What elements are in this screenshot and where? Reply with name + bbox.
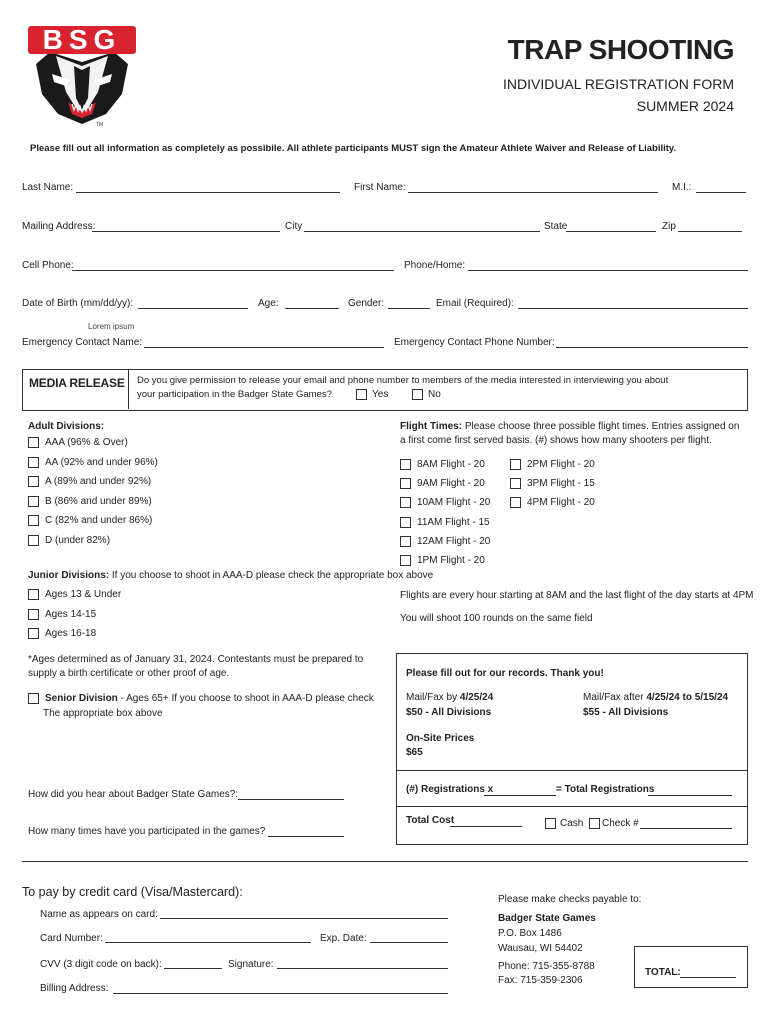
payment-heading: To pay by credit card (Visa/Mastercard): (22, 885, 243, 899)
gender-field[interactable] (388, 308, 430, 309)
adult-option[interactable]: AA (92% and under 96%) (28, 457, 158, 477)
instructions: Please fill out all information as completely as possibile. All athlete participants MUST sign the Amateur Athlete Waiver and Release of Liability. (30, 143, 677, 154)
flight-list-col1 (400, 459, 490, 574)
early-date: 4/25/24 (459, 692, 494, 703)
total-field[interactable] (680, 977, 736, 978)
email-field[interactable] (518, 308, 748, 309)
adult-divisions-heading: Adult Divisions: (28, 421, 105, 432)
form-title: TRAP SHOOTING (507, 34, 734, 65)
total-registrations-field[interactable] (648, 795, 732, 796)
flight-option[interactable]: 12AM Flight - 20 (400, 536, 490, 555)
flight-checkbox[interactable] (510, 459, 521, 470)
senior-division-note-2: The appropriate box above (43, 708, 163, 719)
cash-label: Cash (560, 818, 584, 829)
name-on-card-field[interactable] (160, 918, 448, 919)
flight-times-heading: Flight Times: (400, 421, 463, 432)
billing-address-field[interactable] (113, 993, 448, 994)
cell-phone-label: Cell Phone: (22, 260, 74, 271)
emergency-name-field[interactable] (144, 347, 384, 348)
lorem-text: Lorem ipsum (88, 322, 135, 331)
checks-fax: Fax: 715-359-2306 (498, 975, 583, 986)
junior-checkbox[interactable] (28, 628, 39, 639)
junior-divisions-note: If you choose to shoot in AAA-D please check the appropriate box above (111, 570, 434, 581)
junior-option[interactable]: Ages 16-18 (28, 628, 121, 648)
junior-divisions-list (28, 589, 121, 648)
flight-option[interactable]: 3PM Flight - 15 (510, 478, 595, 497)
junior-divisions-heading-row (28, 570, 433, 581)
adult-checkbox[interactable] (28, 515, 39, 526)
junior-checkbox[interactable] (28, 609, 39, 620)
billing-address-label: Billing Address: (40, 983, 109, 994)
records-divider (396, 770, 747, 771)
age-note-1: *Ages determined as of January 31, 2024. Contestants must be prepared to (28, 654, 364, 665)
form-season: SUMMER 2024 (636, 98, 734, 114)
late-price: $55 - All Divisions (583, 707, 669, 718)
adult-checkbox[interactable] (28, 535, 39, 546)
flight-checkbox[interactable] (400, 536, 411, 547)
senior-checkbox[interactable] (28, 693, 39, 704)
age-field[interactable] (285, 308, 339, 309)
late-price-row: Mail/Fax after 4/25/24 to 5/15/24 (583, 692, 729, 703)
total-registrations-label: = Total Registrations (556, 784, 655, 795)
gender-label: Gender: (348, 298, 385, 309)
adult-option[interactable]: A (89% and under 92%) (28, 476, 158, 496)
mailing-address-label: Mailing Address: (22, 221, 96, 232)
records-divider-2 (396, 806, 747, 807)
flight-list-col2 (510, 459, 595, 517)
flight-checkbox[interactable] (400, 555, 411, 566)
media-no-checkbox[interactable] (412, 389, 423, 400)
flight-option[interactable]: 11AM Flight - 15 (400, 517, 490, 536)
adult-checkbox[interactable] (28, 476, 39, 487)
dob-label: Date of Birth (mm/dd/yy): (22, 298, 134, 309)
onsite-price: $65 (406, 747, 423, 758)
phone-home-field[interactable] (468, 270, 748, 271)
exp-date-field[interactable] (370, 942, 448, 943)
exp-date-label: Exp. Date: (320, 933, 367, 944)
total-label: TOTAL: (645, 967, 681, 978)
name-on-card-label: Name as appears on card: (40, 909, 158, 920)
heard-answer-field[interactable] (238, 799, 344, 800)
last-name-label: Last Name: (22, 182, 74, 193)
media-release-question-2: your participation in the Badger State Games? (137, 389, 332, 400)
adult-checkbox[interactable] (28, 457, 39, 468)
cvv-label: CVV (3 digit code on back): (40, 959, 162, 970)
flight-option[interactable]: 9AM Flight - 20 (400, 478, 490, 497)
flight-note-2: You will shoot 100 rounds on the same field (400, 613, 593, 624)
last-name-field[interactable] (76, 192, 340, 193)
flight-option[interactable]: 1PM Flight - 20 (400, 555, 490, 574)
emergency-phone-field[interactable] (556, 347, 748, 348)
onsite-label: On-Site Prices (406, 733, 475, 744)
emergency-name-label: Emergency Contact Name: (22, 337, 143, 348)
flight-times-desc-2: a first come first served basis. (#) shows how many shooters per flight. (400, 435, 712, 446)
first-name-label: First Name: (354, 182, 406, 193)
card-number-field[interactable] (105, 942, 311, 943)
flight-times-heading-row (400, 421, 739, 432)
check-number-field[interactable] (640, 828, 732, 829)
adult-option[interactable]: B (86% and under 89%) (28, 496, 158, 516)
junior-checkbox[interactable] (28, 589, 39, 600)
adult-checkbox[interactable] (28, 496, 39, 507)
cvv-field[interactable] (164, 968, 222, 969)
state-label: State (544, 221, 568, 232)
senior-division-row[interactable] (28, 693, 374, 704)
adult-option[interactable]: D (under 82%) (28, 535, 158, 555)
cell-phone-field[interactable] (72, 270, 394, 271)
mi-label: M.I.: (672, 182, 692, 193)
checks-org: Badger State Games (498, 913, 596, 924)
card-number-label: Card Number: (40, 933, 103, 944)
flight-option[interactable]: 4PM Flight - 20 (510, 497, 595, 516)
phone-home-label: Phone/Home: (404, 260, 466, 271)
city-field[interactable] (304, 231, 540, 232)
total-cost-field[interactable] (450, 826, 522, 827)
bsg-logo (26, 22, 138, 132)
flight-checkbox[interactable] (510, 478, 521, 489)
flight-times-desc-1: Please choose three possible flight times. Entries assigned on (464, 421, 740, 432)
zip-field[interactable] (678, 231, 742, 232)
flight-note-1: Flights are every hour starting at 8AM and the last flight of the day starts at 4PM (400, 590, 754, 601)
email-label: Email (Required): (436, 298, 514, 309)
city-label: City (285, 221, 303, 232)
checks-heading: Please make checks payable to: (498, 894, 642, 905)
section-divider (22, 861, 748, 862)
checks-city: Wausau, WI 54402 (498, 943, 583, 954)
flight-checkbox[interactable] (510, 497, 521, 508)
signature-field[interactable] (277, 968, 448, 969)
checks-phone: Phone: 715-355-8788 (498, 961, 595, 972)
junior-divisions-heading: Junior Divisions: (28, 570, 110, 581)
times-question: How many times have you participated in the games? (28, 826, 266, 837)
check-label: Check # (602, 818, 639, 829)
media-release-question-1: Do you give permission to release your email and phone number to members of the media interested in interviewing you about (137, 375, 669, 386)
signature-label: Signature: (228, 959, 274, 970)
mailing-address-field[interactable] (92, 231, 280, 232)
cash-checkbox[interactable] (545, 818, 556, 829)
registrations-label: (#) Registrations x (406, 784, 494, 795)
early-price: $50 - All Divisions (406, 707, 492, 718)
state-field[interactable] (566, 231, 656, 232)
records-heading: Please fill out for our records. Thank you! (406, 668, 604, 679)
dob-field[interactable] (138, 308, 248, 309)
flight-checkbox[interactable] (400, 497, 411, 508)
logo-tm: TM (96, 122, 104, 128)
age-label: Age: (258, 298, 279, 309)
adult-divisions-list (28, 437, 158, 554)
check-checkbox[interactable] (589, 818, 600, 829)
late-date: 4/25/24 to 5/15/24 (646, 692, 729, 703)
age-note-2: supply a birth certificate or other proof of age. (28, 668, 230, 679)
senior-division-note: - Ages 65+ If you choose to shoot in AAA-D please check (120, 693, 374, 705)
adult-option[interactable]: C (82% and under 86%) (28, 515, 158, 535)
adult-option[interactable]: AAA (96% & Over) (28, 437, 158, 457)
flight-checkbox[interactable] (400, 517, 411, 528)
media-yes-checkbox[interactable] (356, 389, 367, 400)
media-release-heading: MEDIA RELEASE (29, 376, 125, 390)
checks-box: P.O. Box 1486 (498, 928, 562, 939)
junior-option[interactable]: Ages 14-15 (28, 609, 121, 629)
registrations-count-field[interactable] (484, 795, 556, 796)
flight-option[interactable]: 8AM Flight - 20 (400, 459, 490, 478)
adult-checkbox[interactable] (28, 437, 39, 448)
heard-question: How did you hear about Badger State Games?: (28, 789, 239, 800)
flight-checkbox[interactable] (400, 478, 411, 489)
logo-letters: BSG (42, 24, 122, 55)
times-answer-field[interactable] (268, 836, 344, 837)
flight-option[interactable]: 10AM Flight - 20 (400, 497, 490, 516)
junior-option[interactable]: Ages 13 & Under (28, 589, 121, 609)
media-yes-label: Yes (372, 389, 389, 400)
total-cost-label: Total Cost (406, 815, 455, 826)
first-name-field[interactable] (408, 192, 658, 193)
form-subtitle: INDIVIDUAL REGISTRATION FORM (502, 76, 734, 92)
zip-label: Zip (662, 221, 676, 232)
early-price-row: Mail/Fax by 4/25/24 (406, 692, 494, 703)
mi-field[interactable] (696, 192, 746, 193)
media-no-label: No (428, 389, 441, 400)
flight-option[interactable]: 2PM Flight - 20 (510, 459, 595, 478)
senior-division-label: Senior Division (45, 693, 118, 705)
emergency-phone-label: Emergency Contact Phone Number: (394, 337, 555, 348)
flight-checkbox[interactable] (400, 459, 411, 470)
